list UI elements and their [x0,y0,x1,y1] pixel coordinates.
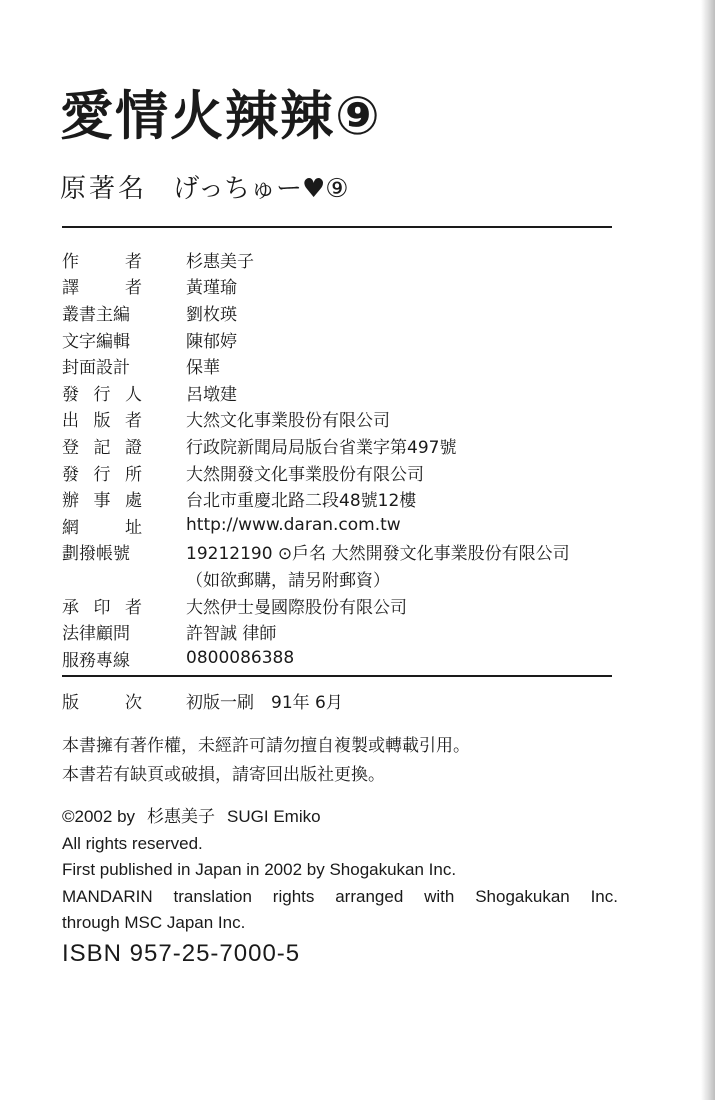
credit-row [62,246,622,273]
first-published-line: First published in Japan in 2002 by Shogakukan Inc. [62,860,457,880]
credit-value: （如欲郵購，請另附郵資） [186,570,390,591]
credit-row [62,485,622,512]
credit-key: 辦 事 處 [62,491,142,512]
credit-value: 劉枚瑛 [186,304,237,325]
credit-value: 台北市重慶北路二段48號12樓 [186,491,417,512]
credit-key: 網 址 [62,517,142,538]
mandarin-word: Inc. [590,886,618,906]
original-title [60,176,349,202]
credit-key: 服務專線 [62,650,130,671]
copyright-notice [62,732,470,790]
edition-row [62,688,343,713]
credit-key: 封面設計 [62,358,130,379]
rights-line: All rights reserved. [62,833,203,853]
credit-row [62,618,622,645]
credit-row [62,352,622,379]
credit-row [62,299,622,326]
credit-row [62,432,622,459]
credit-value: 大然伊士曼國際股份有限公司 [186,597,407,618]
credit-value: 陳郁婷 [186,331,237,352]
credit-row [62,592,622,619]
credit-value: 19212190 ⊙戶名 大然開發文化事業股份有限公司 [186,544,570,565]
through-line: through MSC Japan Inc. [62,913,246,933]
mandarin-word: rights [272,886,315,906]
credit-value: 保華 [186,358,220,379]
credit-row [62,565,622,592]
edition-value: 初版一刷 91年 6月 [186,693,343,713]
credit-value: 大然開發文化事業股份有限公司 [186,464,424,485]
notice-line-1: 本書擁有著作權，未經許可請勿擅自複製或轉載引用。 [62,736,470,756]
mandarin-word: Shogakukan [475,886,570,906]
book-title: 愛情火辣辣⑨ [60,86,382,147]
credit-key: 譯 者 [62,278,142,299]
copyright-line: ©2002 by 杉惠美子 SUGI Emiko [62,807,321,827]
isbn: ISBN 957-25-7000-5 [62,940,301,967]
edition-key: 版 次 [62,693,142,713]
credit-key: 文字編輯 [62,331,130,352]
credit-value: 杉惠美子 [186,251,254,272]
credit-key: 出 版 者 [62,411,142,432]
credit-row [62,406,622,433]
credits-list [62,246,622,672]
credit-key: 發 行 人 [62,384,142,405]
original-title-value: げっちゅー♥⑨ [173,174,349,204]
original-title-label: 原著名 [60,174,148,204]
credit-row [62,539,622,566]
credit-row [62,326,622,353]
divider-middle [62,675,612,677]
legal-block [62,804,618,937]
credit-value: 許智誠 律師 [186,624,277,645]
credit-row [62,459,622,486]
credit-key: 承 印 者 [62,597,142,618]
page-edge-shadow [701,0,715,1100]
credit-key: 登 記 證 [62,437,142,458]
credit-key: 劃撥帳號 [62,544,130,565]
divider-top [62,226,612,228]
mandarin-word: MANDARIN [62,886,153,906]
credit-value: http://www.daran.com.tw [186,515,401,536]
credit-key: 發 行 所 [62,464,142,485]
credit-value: 行政院新聞局局版台省業字第497號 [186,437,457,458]
credit-row [62,645,622,672]
mandarin-rights-line [62,884,618,911]
mandarin-word: arranged [335,886,404,906]
credit-value: 大然文化事業股份有限公司 [186,411,390,432]
credit-row [62,512,622,539]
credit-value: 黃瑾瑜 [186,278,237,299]
credit-row [62,273,622,300]
credit-value: 0800086388 [186,648,295,669]
credit-key: 作 者 [62,251,142,272]
credit-key: 法律顧問 [62,624,130,645]
credit-row [62,379,622,406]
mandarin-word: translation [173,886,252,906]
credit-value: 呂墩建 [186,384,237,405]
credit-key: 叢書主編 [62,304,130,325]
notice-line-2: 本書若有缺頁或破損，請寄回出版社更換。 [62,765,385,785]
mandarin-word: with [424,886,455,906]
